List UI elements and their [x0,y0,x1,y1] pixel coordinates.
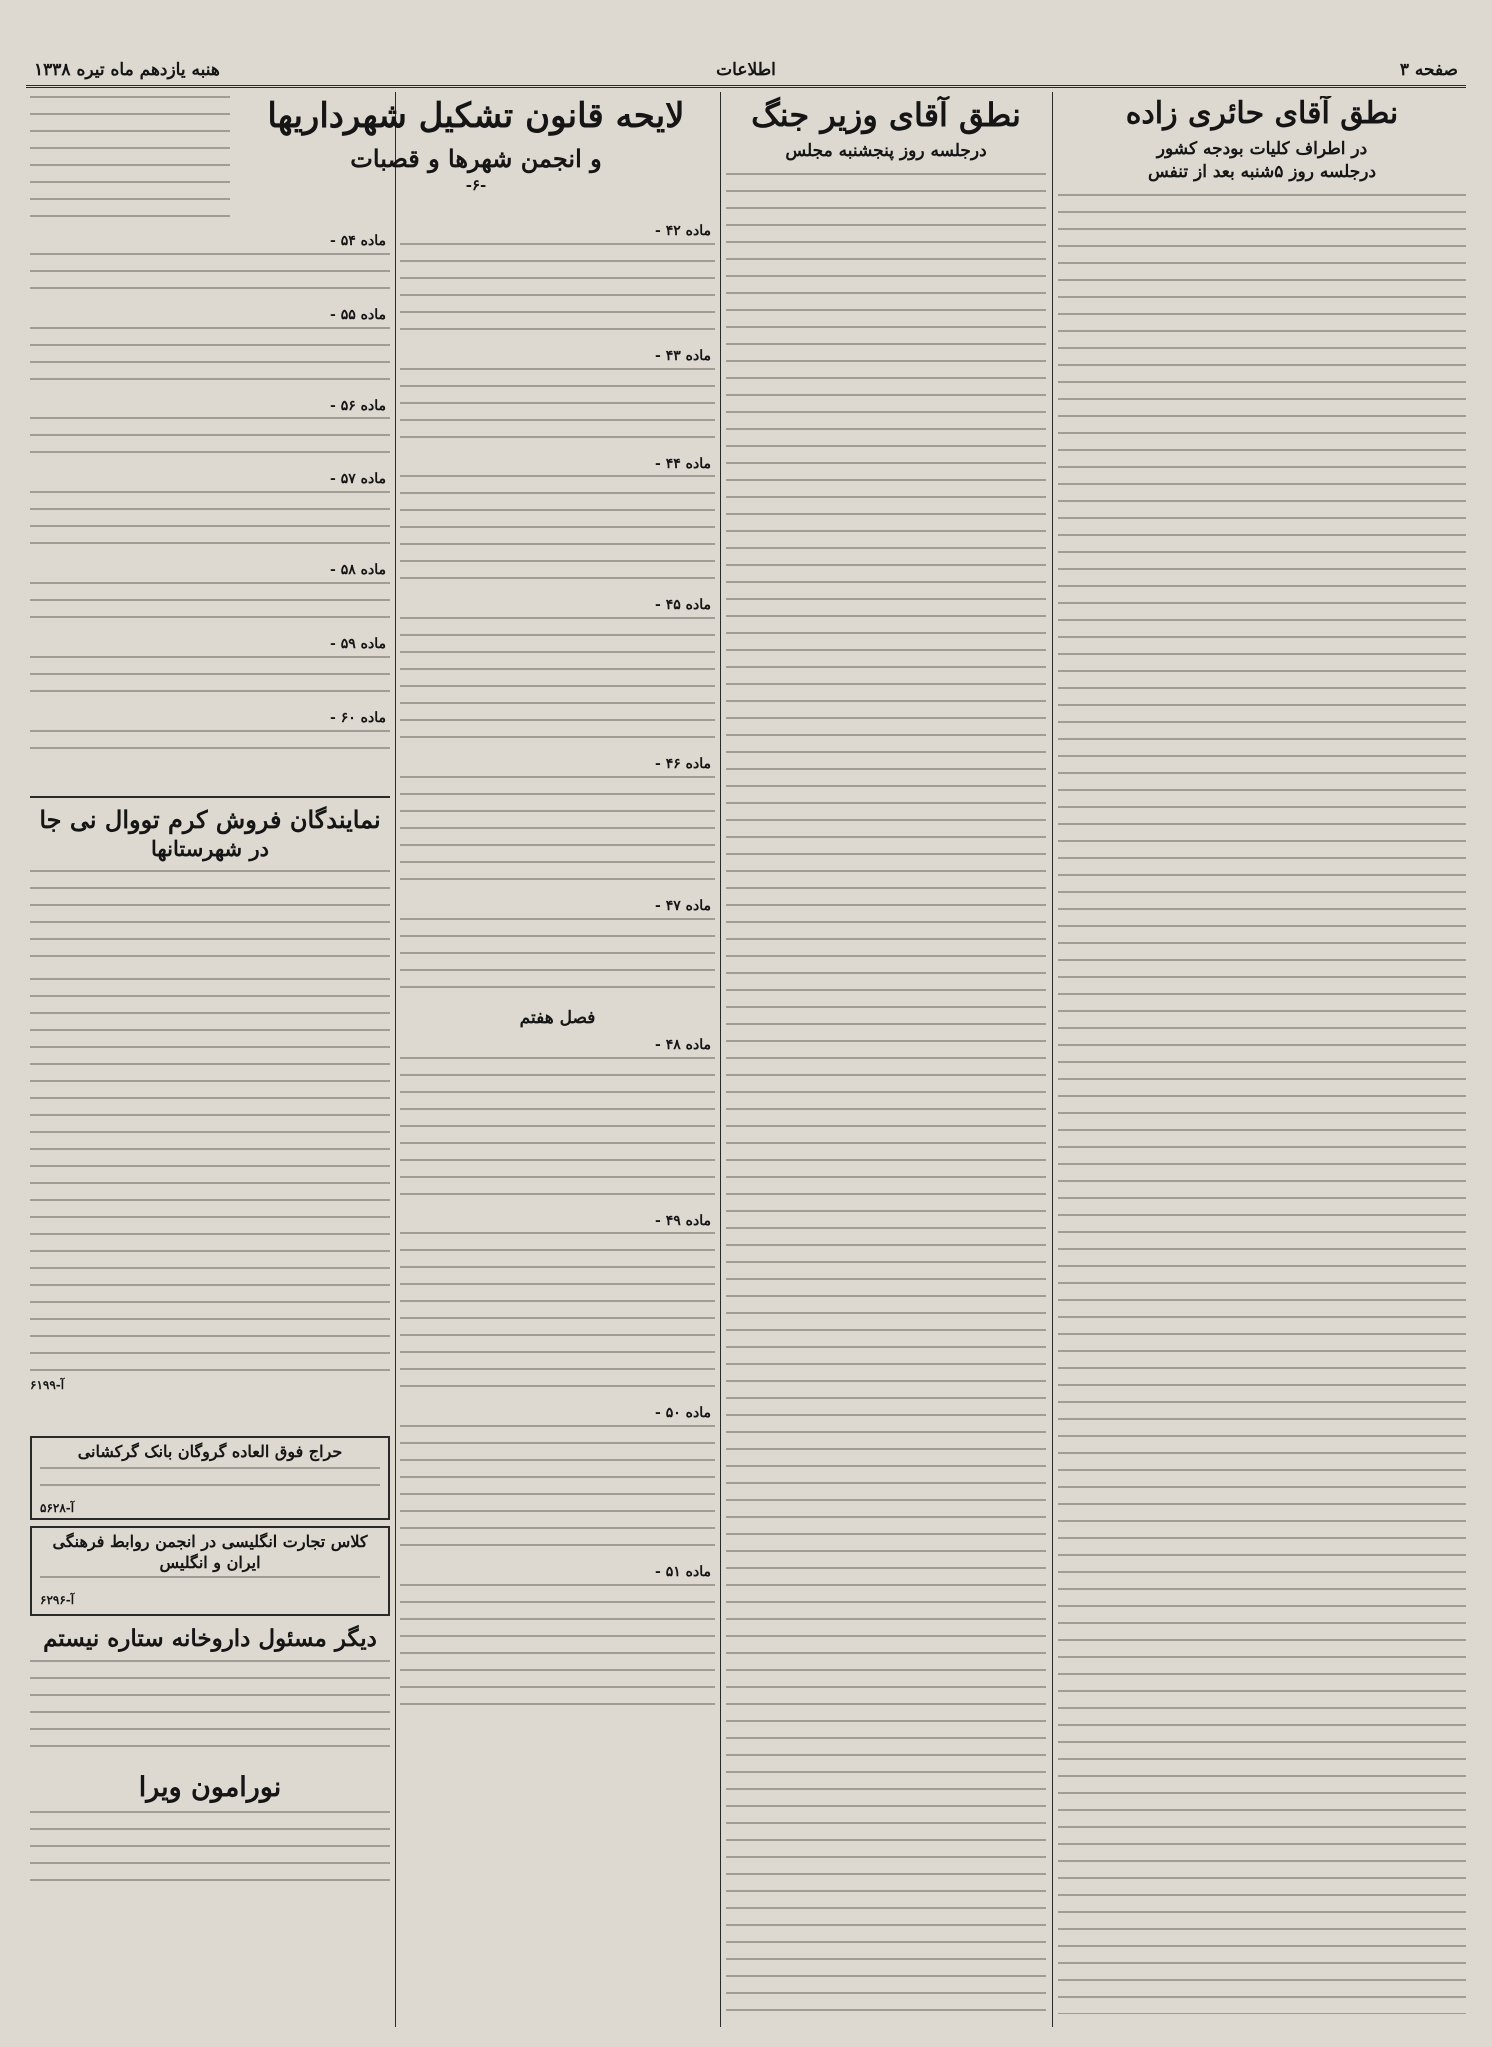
ad-ref: آ-۶۱۹۹ [30,1378,65,1393]
clause-heading: ماده ۵۵ - [330,306,386,323]
clause-heading: ماده ۴۹ - [655,1212,711,1229]
clause-text [30,582,390,633]
article-haerizadeh [1058,96,1466,2026]
article-body [1058,194,1466,2014]
article-title: نطق آقای وزیر جنگ [751,96,1021,134]
clause-text [400,1584,715,1720]
clause-heading: ماده ۴۵ - [655,597,711,614]
ad-pharmacy-notice [30,1624,390,1764]
article-body [726,173,1046,2013]
ad-body [40,1576,380,1593]
section-heading: فصل هفتم [519,1007,596,1028]
ad-cream-agents [30,790,390,1430]
clause-text [30,327,390,395]
ad-title: نورامون ویرا [138,1772,282,1803]
newspaper-name: اطلاعات [716,60,776,80]
clause-heading: ماده ۵۶ - [330,397,386,414]
clause-heading: ماده ۶۰ - [330,709,386,726]
ad-body [40,1467,380,1501]
clause-heading: ماده ۴۳ - [655,347,711,364]
article-minister-of-war [726,96,1046,2026]
column-rule [395,92,396,2027]
clause-heading: ماده ۵۹ - [330,635,386,652]
clause-heading: ماده ۵۰ - [655,1405,711,1422]
clause-text [400,1057,715,1210]
clause-text [400,243,715,345]
article-municipal-law-heading [236,96,716,216]
ad-title: کلاس تجارت انگلیسی در انجمن روابط فرهنگی [52,1532,368,1551]
clause-heading: ماده ۴۷ - [655,897,711,914]
ad-agent-list [30,978,390,1378]
ad-title: دیگر مسئول داروخانه ستاره نیستم [43,1625,377,1652]
ad-subtitle: ایران و انگلیس [159,1552,261,1572]
clause-text [400,1425,715,1561]
column-rule [1052,92,1053,2027]
ad-ref: آ-۵۶۲۸ [40,1500,75,1515]
article-subtitle: و انجمن شهرها و قصبات [350,143,602,173]
clause-heading: ماده ۵۸ - [330,562,386,579]
clause-text [400,617,715,753]
clause-heading: ماده ۴۶ - [655,756,711,773]
law-continuation-top [30,96,230,226]
clause-text [400,475,715,594]
ad-english-class [30,1526,390,1616]
ad-ref: آ-۶۲۹۶ [40,1592,75,1607]
clause-text [400,776,715,895]
clause-text [30,253,390,304]
clause-text [30,417,390,468]
column-rule [720,92,721,2027]
clause-heading: ماده ۵۷ - [330,471,386,488]
article-subtitle: درجلسه روز پنجشنبه مجلس [785,141,987,162]
clause-heading: ماده ۵۱ - [655,1564,711,1581]
clause-text [30,491,390,559]
ad-title: حراج فوق العاده گروگان بانک گرکشانی [77,1442,343,1461]
clause-heading: ماده ۴۴ - [655,455,711,472]
issue-date: هنبه یازدهم ماه تیره ۱۳۳۸ [34,60,220,80]
clause-text [400,918,715,1003]
ad-body [30,870,390,972]
ad-subtitle: در شهرستانها [151,836,269,862]
clause-heading: ماده ۴۸ - [655,1036,711,1053]
article-body [30,96,230,221]
ad-auction [30,1436,390,1520]
law-continuation-clauses [30,230,390,785]
page-number: صفحه ۳ [1399,60,1458,80]
divider [30,796,390,798]
clause-heading: ماده ۵۴ - [330,233,386,249]
clause-text [400,368,715,453]
page-header [26,58,1466,88]
ad-noramon-vira [30,1770,390,1920]
article-title: نطق آقای حائری زاده [1125,96,1399,131]
ad-body [30,1660,390,1762]
clause-heading: ماده ۴۲ - [655,223,711,239]
article-subtitle: در اطراف کلیات بودجه کشور [1156,139,1368,159]
clause-text [30,730,390,764]
article-part-number: -۶- [465,176,487,195]
clause-text [400,1232,715,1402]
ad-body [30,1811,390,1896]
article-title: لایحه قانون تشکیل شهرداریها [267,96,685,136]
ad-title: نمایندگان فروش کرم تووال نی جا [39,805,381,834]
clause-text [30,656,390,707]
article-subtitle: درجلسه روز ۵شنبه بعد از تنفس [1147,161,1377,182]
article-municipal-law-body [400,220,715,2026]
